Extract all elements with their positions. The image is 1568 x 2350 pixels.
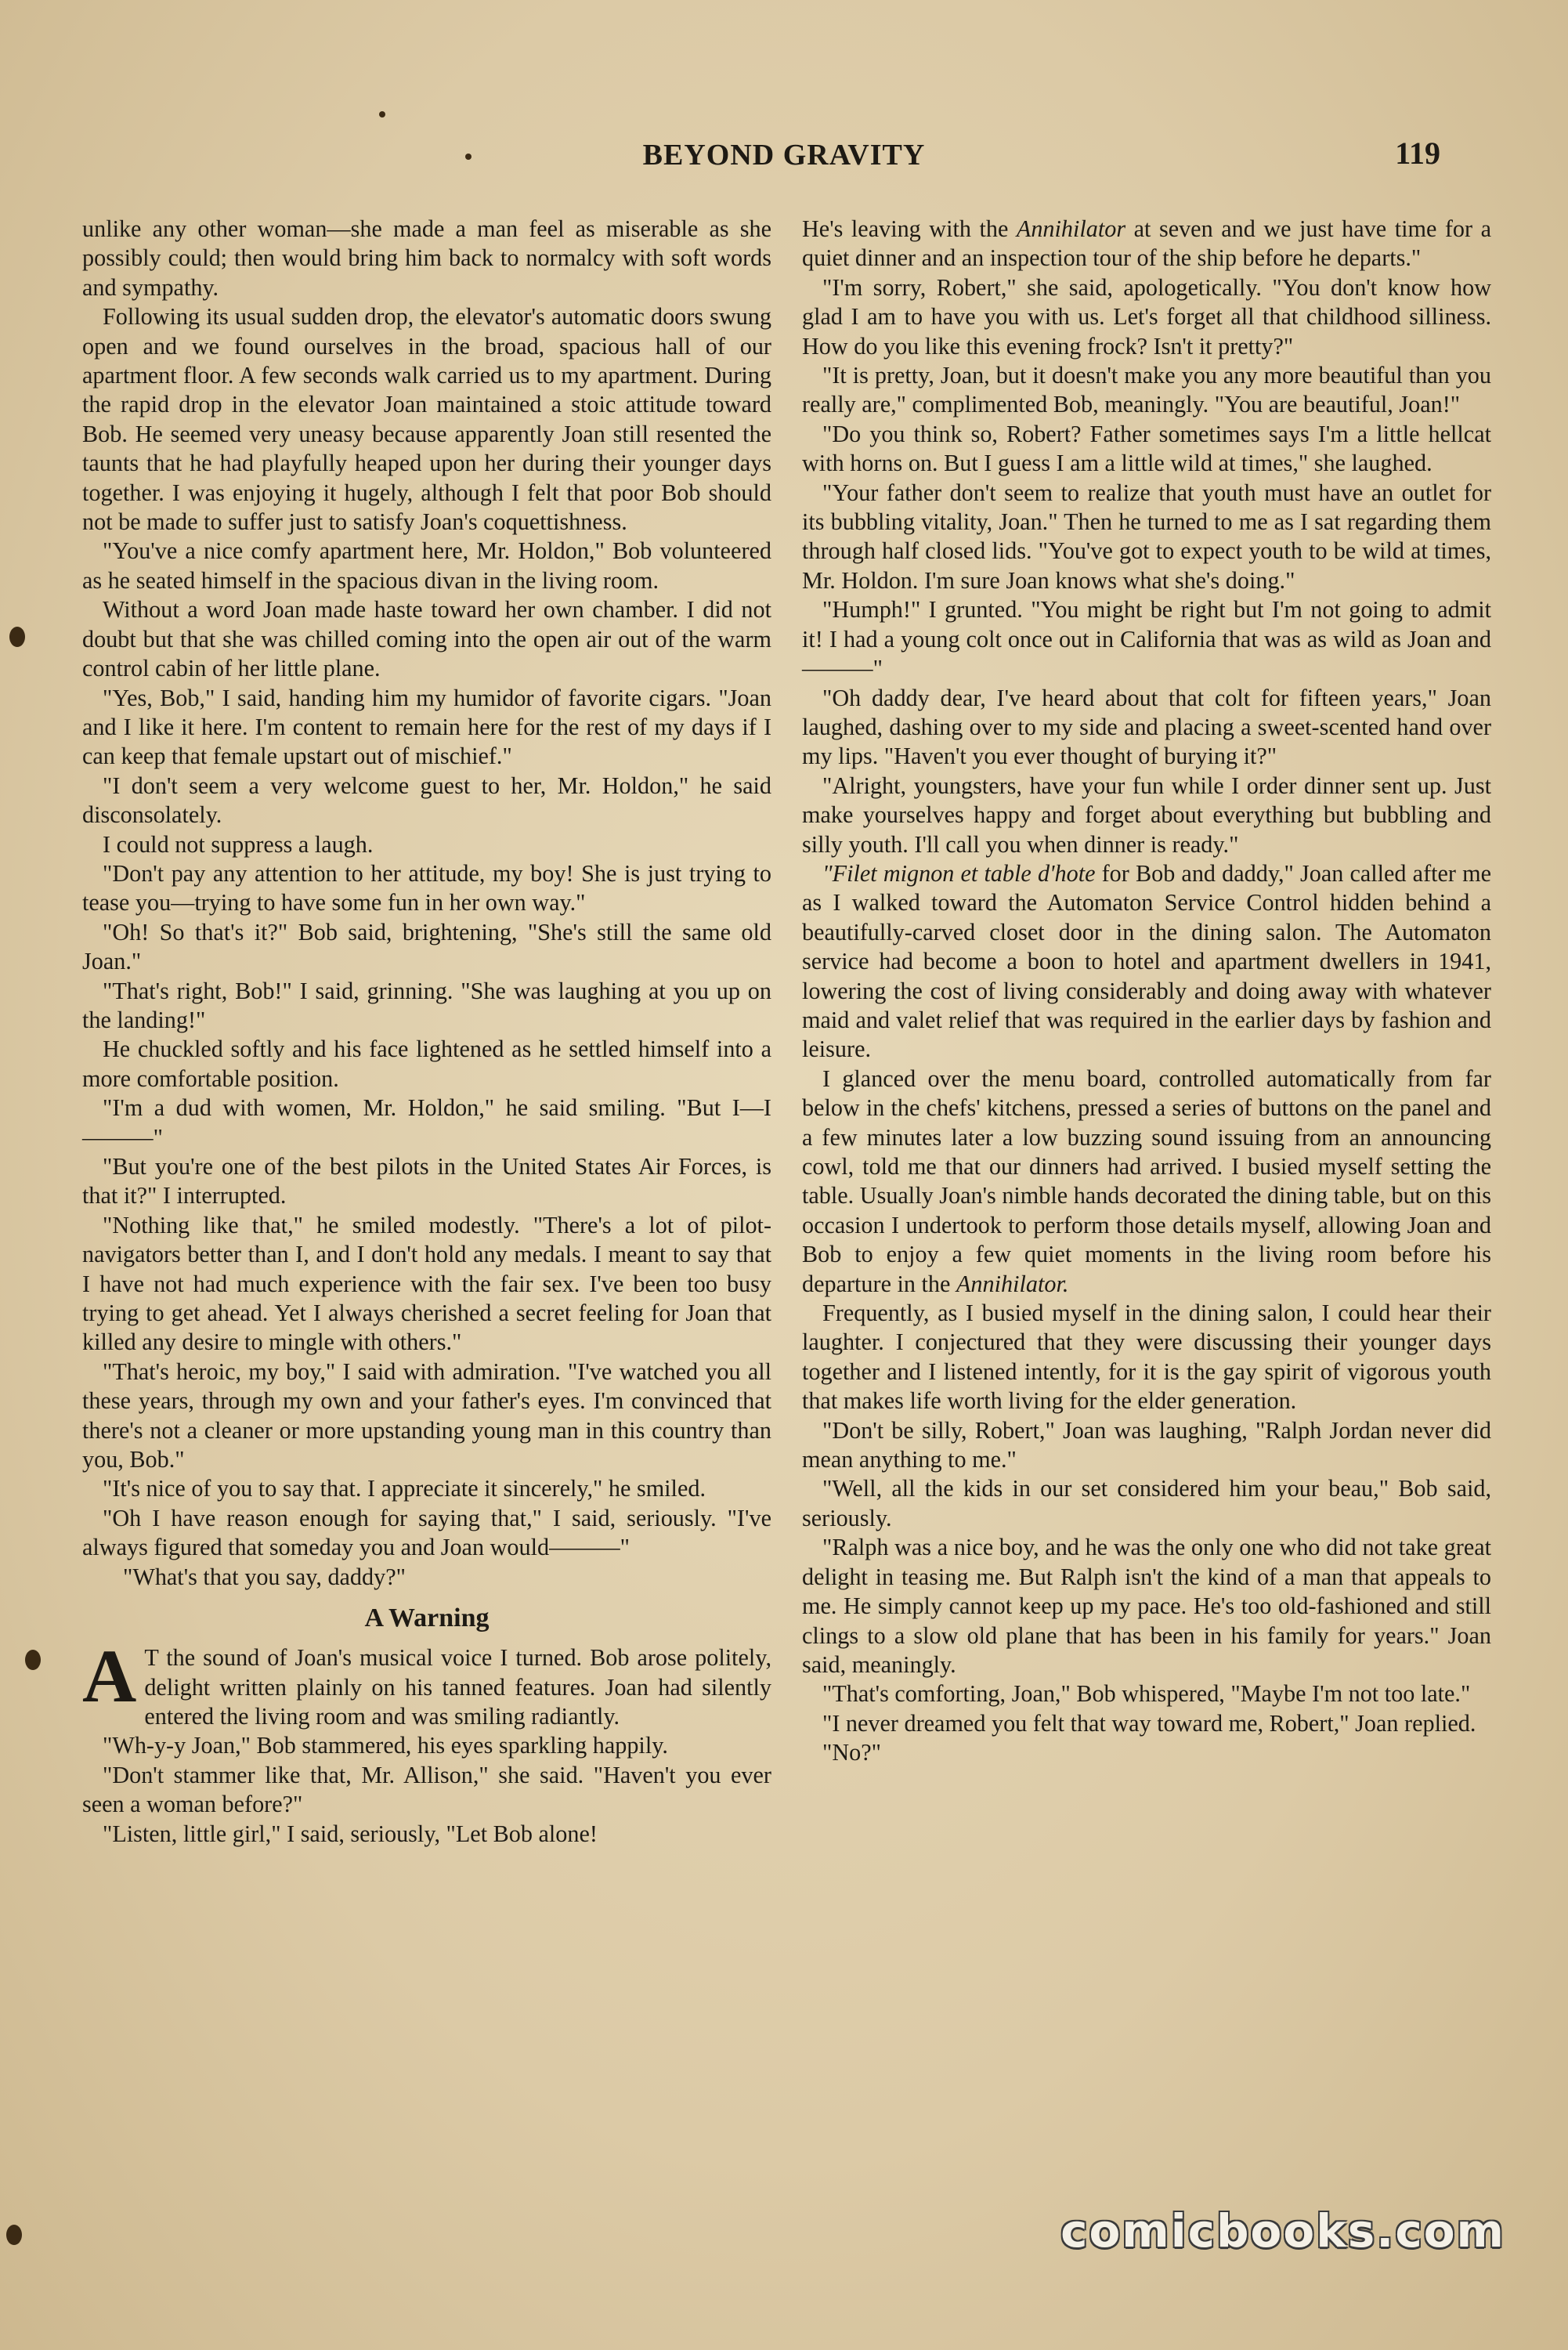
ink-speck bbox=[379, 111, 385, 118]
paragraph: "Humph!" I grunted. "You might be right but I'm not going to admit it! I had a young colt once out in California that was as wild as Joan and———" bbox=[802, 596, 1491, 682]
paragraph: "I'm sorry, Robert," she said, apologetically. "You don't know how glad I am to have you with us. Let's forget all that childhood silliness. How do you like this evening frock? Isn't it pretty?" bbox=[802, 273, 1491, 360]
paragraph: "Nothing like that," he smiled modestly. "There's a lot of pilot-navigators better than I, and I don't hold any medals. I meant to say that I have not had much experience with the fair sex. I've been too busy trying to get ahead. Yet I always cherished a secret feeling for Joan that killed any desire to mingle with others." bbox=[82, 1211, 771, 1356]
paragraph bbox=[802, 215, 1491, 273]
paragraph: "Ralph was a nice boy, and he was the only one who did not take great delight in teasing me. But Ralph isn't the kind of a man that appeals to me. He simply cannot keep up my pace. He's too old-fashioned and still clings to a slow old plane that has been in his family for years." Joan said, meaningly. bbox=[802, 1534, 1491, 1678]
text-run: He's leaving with the bbox=[802, 215, 1017, 242]
ship-name: Annihilator. bbox=[956, 1270, 1069, 1297]
paragraph: "No?" bbox=[822, 1739, 881, 1766]
paragraph: "Oh daddy dear, I've heard about that colt for fifteen years," Joan laughed, dashing over to my side and placing a sweet-scented hand over my lips. "Haven't you ever thought of burying it?" bbox=[802, 684, 1491, 770]
section-subheading: A Warning bbox=[364, 1603, 490, 1633]
left-column bbox=[82, 215, 771, 1849]
paragraph: "Do you think so, Robert? Father sometimes says I'm a little hellcat with horns on. But I guess I am a little wild at times," she laughed. bbox=[802, 420, 1491, 477]
site-watermark: comicbooks.com bbox=[1060, 2204, 1505, 2258]
paragraph-text: T the sound of Joan's musical voice I turned. Bob arose politely, delight written plainly on his tanned features. Joan had silently entered the living room and was smiling radiantly. bbox=[144, 1644, 771, 1730]
paragraph: I could not suppress a laugh. bbox=[103, 830, 374, 858]
paragraph: "Well, all the kids in our set considered him your beau," Bob said, seriously. bbox=[802, 1475, 1491, 1531]
paragraph: "Don't pay any attention to her attitude, my boy! She is just trying to tease you—trying to have some fun in her own way." bbox=[82, 859, 771, 916]
paragraph: "Listen, little girl," I said, seriously, "Let Bob alone! bbox=[103, 1820, 598, 1847]
paragraph: "Oh I have reason enough for saying that," I said, seriously. "I've always figured that someday you and Joan would———" bbox=[82, 1504, 771, 1561]
paragraph: "What's that you say, daddy?" bbox=[123, 1563, 406, 1590]
running-title: BEYOND GRAVITY bbox=[642, 139, 926, 172]
right-column bbox=[802, 215, 1491, 1768]
paragraph: "That's heroic, my boy," I said with admiration. "I've watched you all these years, through my own and your father's eyes. I'm convinced that there's not a cleaner or more upstanding young man in this country than you, Bob." bbox=[82, 1358, 771, 1473]
binding-hole bbox=[9, 627, 25, 647]
paragraph: "I never dreamed you felt that way toward me, Robert," Joan replied. bbox=[822, 1709, 1476, 1737]
binding-hole bbox=[25, 1650, 41, 1670]
paragraph: "It's nice of you to say that. I appreciate it sincerely," he smiled. bbox=[103, 1475, 706, 1502]
paragraph: He chuckled softly and his face lightened as he settled himself into a more comfortable position. bbox=[82, 1036, 771, 1092]
paragraph: Without a word Joan made haste toward her own chamber. I did not doubt but that she was chilled coming into the open air out of the warm control cabin of her little plane. bbox=[82, 596, 771, 682]
page-header bbox=[0, 135, 1568, 182]
paragraph: "Alright, youngsters, have your fun while I order dinner sent up. Just make yourselves happy and forget about everything but bubbling and silly youth. I'll call you when dinner is ready." bbox=[802, 772, 1491, 858]
paragraph: "Your father don't seem to realize that youth must have an outlet for its bubbling vitality, Joan." Then he turned to me as I sat regarding them through half closed lids. "You've got to expect youth to be wild at times, Mr. Holdon. I'm sure Joan knows what she's doing." bbox=[802, 479, 1491, 594]
paragraph bbox=[802, 1065, 1491, 1299]
paragraph-with-drop-cap bbox=[82, 1634, 771, 1731]
paragraph: "Yes, Bob," I said, handing him my humidor of favorite cigars. "Joan and I like it here. I'm content to remain here for the rest of my days if I can keep that female upstart out of mischief." bbox=[82, 684, 771, 770]
paragraph: "I don't seem a very welcome guest to her, Mr. Holdon," he said disconsolately. bbox=[82, 772, 771, 829]
drop-cap: A bbox=[82, 1634, 137, 1719]
paragraph: "That's right, Bob!" I said, grinning. "She was laughing at you up on the landing!" bbox=[82, 977, 771, 1033]
paragraph: "Wh-y-y Joan," Bob stammered, his eyes sparkling happily. bbox=[103, 1732, 668, 1759]
text-run: I glanced over the menu board, controlled automatically from far below in the chefs' kitchens, pressed a series of buttons on the panel and a few minutes later a low buzzing sound issuing from an announcing cowl, told me that our dinners had arrived. I busied myself setting the table. Usually Joan's nimble hands decorated the dining table, but on this occasion I undertook to perform those details myself, allowing Joan and Bob to enjoy a few quiet moments in the living room before his departure in the bbox=[802, 1065, 1491, 1297]
paragraph: "You've a nice comfy apartment here, Mr. Holdon," Bob volunteered as he seated himself in the spacious divan in the living room. bbox=[82, 537, 771, 594]
text-run: for Bob and daddy," Joan called after me as I walked toward the Automaton Service Control hidden behind a beautifully-carved closet door in the dining salon. The Automaton service had become a boon to hotel and apartment dwellers in 1941, lowering the cost of living considerably and doing away with whatever maid and valet relief that was required in the earlier days by fashion and leisure. bbox=[802, 859, 1491, 1063]
paragraph: "I'm a dud with women, Mr. Holdon," he said smiling. "But I—I———" bbox=[82, 1094, 771, 1151]
menu-item-italic: "Filet mignon et table d'hote bbox=[822, 859, 1096, 887]
paragraph: Frequently, as I busied myself in the dining salon, I could hear their laughter. I conjectured that they were discussing their younger days together and I listened intently, for it is the gay spirit of vigorous youth that makes life worth living for the elder generation. bbox=[802, 1300, 1491, 1415]
text-run: at seven and we just have time for a quiet dinner and an inspection tour of the ship before he departs." bbox=[802, 215, 1491, 272]
binding-hole bbox=[6, 2225, 22, 2245]
ship-name: Annihilator bbox=[1016, 215, 1126, 242]
paragraph: "Oh! So that's it?" Bob said, brightening, "She's still the same old Joan." bbox=[82, 918, 771, 975]
paragraph: Following its usual sudden drop, the elevator's automatic doors swung open and we found ourselves in the broad, spacious hall of our apartment floor. A few seconds walk carried us to my apartment. During the rapid drop in the elevator Joan maintained a stoic attitude toward Bob. He seemed very uneasy because apparently Joan still resented the taunts that he had playfully heaped upon her during their younger days together. I was enjoying it hugely, although I felt that poor Bob should not be made to suffer just to satisfy Joan's coquettishness. bbox=[82, 303, 771, 536]
page-number: 119 bbox=[1395, 136, 1440, 171]
paragraph: unlike any other woman—she made a man feel as miserable as she possibly could; then would bring him back to normalcy with soft words and sympathy. bbox=[82, 215, 771, 301]
paragraph bbox=[802, 859, 1491, 1065]
paragraph: "Don't stammer like that, Mr. Allison," she said. "Haven't you ever seen a woman before?" bbox=[82, 1761, 771, 1818]
paragraph: "Don't be silly, Robert," Joan was laughing, "Ralph Jordan never did mean anything to me." bbox=[802, 1416, 1491, 1473]
paragraph: "It is pretty, Joan, but it doesn't make you any more beautiful than you really are," complimented Bob, meaningly. "You are beautiful, Joan!" bbox=[802, 362, 1491, 418]
paragraph: "But you're one of the best pilots in the United States Air Forces, is that it?" I interrupted. bbox=[82, 1153, 771, 1209]
paragraph: "That's comforting, Joan," Bob whispered, "Maybe I'm not too late." bbox=[822, 1680, 1471, 1708]
